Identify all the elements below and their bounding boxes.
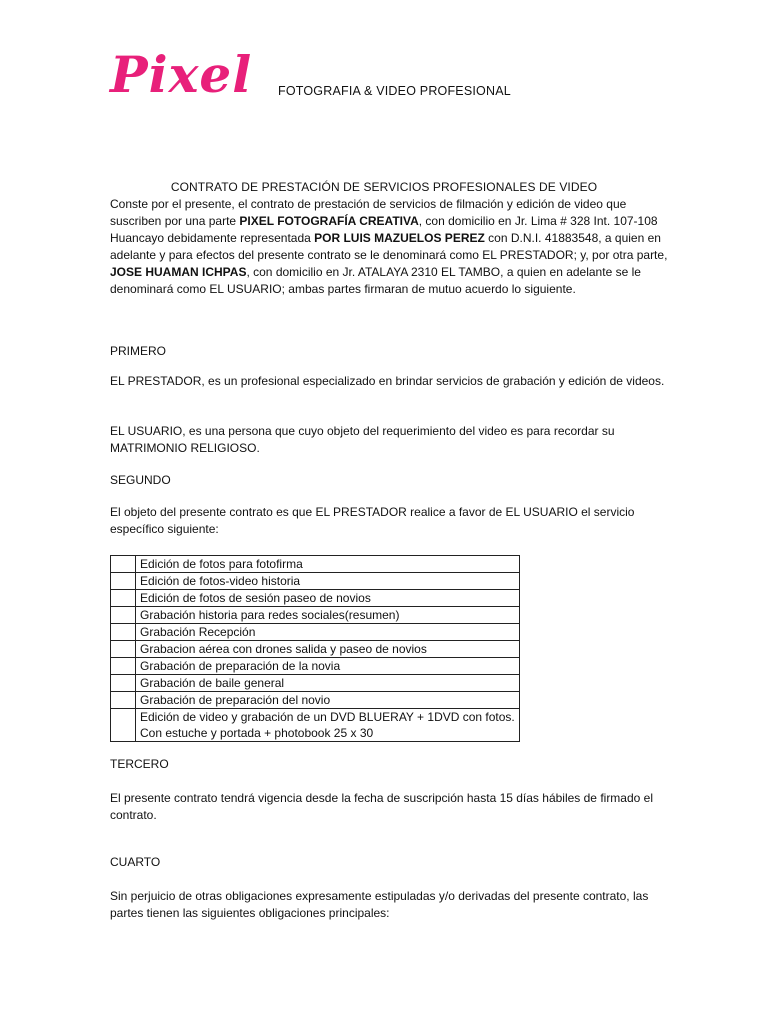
section-heading-tercero: TERCERO <box>110 757 169 771</box>
table-row <box>111 658 520 675</box>
service-label: Edición de fotos de sesión paseo de novios <box>136 590 520 607</box>
intro-paragraph: Conste por el presente, el contrato de prestación de servicios de filmación y edición de video que suscriben por una parte PIXEL FOTOGRAFÍA CREATIVA, con domicilio en Jr. Lima # 328 Int. 107-108 Huancayo debidamente representada POR LUIS MAZUELOS PEREZ con D.N.I. 41883548, a quien en adelante y para efectos del presente contrato se le denominará como EL PRESTADOR; y, por otra parte, JOSE HUAMAN ICHPAS, con domicilio en Jr. ATALAYA 2310 EL TAMBO, a quien en adelante se le denominará como EL USUARIO; ambas partes firmaran de mutuo acuerdo lo siguiente. <box>110 197 668 296</box>
service-label: Grabacion aérea con drones salida y paseo de novios <box>136 641 520 658</box>
section-heading-primero: PRIMERO <box>110 344 167 358</box>
cuarto-paragraph-1: Sin perjuicio de otras obligaciones expresamente estipuladas y/o derivadas del presente contrato, las partes tienen las siguientes obligaciones principales: <box>110 889 649 920</box>
tercero-paragraph-1: El presente contrato tendrá vigencia desde la fecha de suscripción hasta 15 días hábiles de firmado el contrato. <box>110 791 653 822</box>
service-label: Edición de video y grabación de un DVD BLUERAY + 1DVD con fotos. Con estuche y portada + photobook 25 x 30 <box>136 709 520 742</box>
table-row <box>111 590 520 607</box>
checkbox-cell <box>111 641 136 658</box>
primero-paragraph-1: EL PRESTADOR, es un profesional especializado en brindar servicios de grabación y edición de videos. <box>110 374 665 388</box>
service-label: Grabación de preparación del novio <box>136 692 520 709</box>
service-label: Grabación historia para redes sociales(resumen) <box>136 607 520 624</box>
service-label: Edición de fotos para fotofirma <box>136 556 520 573</box>
checkbox-cell <box>111 590 136 607</box>
table-row <box>111 709 520 742</box>
table-row <box>111 624 520 641</box>
table-row <box>111 641 520 658</box>
service-label: Grabación de baile general <box>136 675 520 692</box>
logo-text: Pixel <box>110 45 253 104</box>
checkbox-cell <box>111 573 136 590</box>
checkbox-cell <box>111 556 136 573</box>
service-label: Grabación de preparación de la novia <box>136 658 520 675</box>
checkbox-cell <box>111 675 136 692</box>
checkbox-cell <box>111 692 136 709</box>
table-row <box>111 607 520 624</box>
table-row <box>111 692 520 709</box>
checkbox-cell <box>111 607 136 624</box>
checkbox-cell <box>111 709 136 742</box>
pixel-logo <box>110 45 253 104</box>
table-row <box>111 573 520 590</box>
document-title: CONTRATO DE PRESTACIÓN DE SERVICIOS PROFESIONALES DE VIDEO <box>170 180 598 194</box>
table-row <box>111 675 520 692</box>
section-heading-segundo: SEGUNDO <box>110 473 171 487</box>
service-label: Grabación Recepción <box>136 624 520 641</box>
services-table <box>110 555 520 742</box>
segundo-paragraph-1: El objeto del presente contrato es que EL PRESTADOR realice a favor de EL USUARIO el servicio específico siguiente: <box>110 505 635 536</box>
company-tagline: FOTOGRAFIA & VIDEO PROFESIONAL <box>278 84 511 98</box>
primero-paragraph-2: EL USUARIO, es una persona que cuyo objeto del requerimiento del video es para recordar su MATRIMONIO RELIGIOSO. <box>110 424 615 455</box>
section-heading-cuarto: CUARTO <box>110 855 161 869</box>
table-row <box>111 556 520 573</box>
checkbox-cell <box>111 624 136 641</box>
checkbox-cell <box>111 658 136 675</box>
service-label: Edición de fotos-video historia <box>136 573 520 590</box>
